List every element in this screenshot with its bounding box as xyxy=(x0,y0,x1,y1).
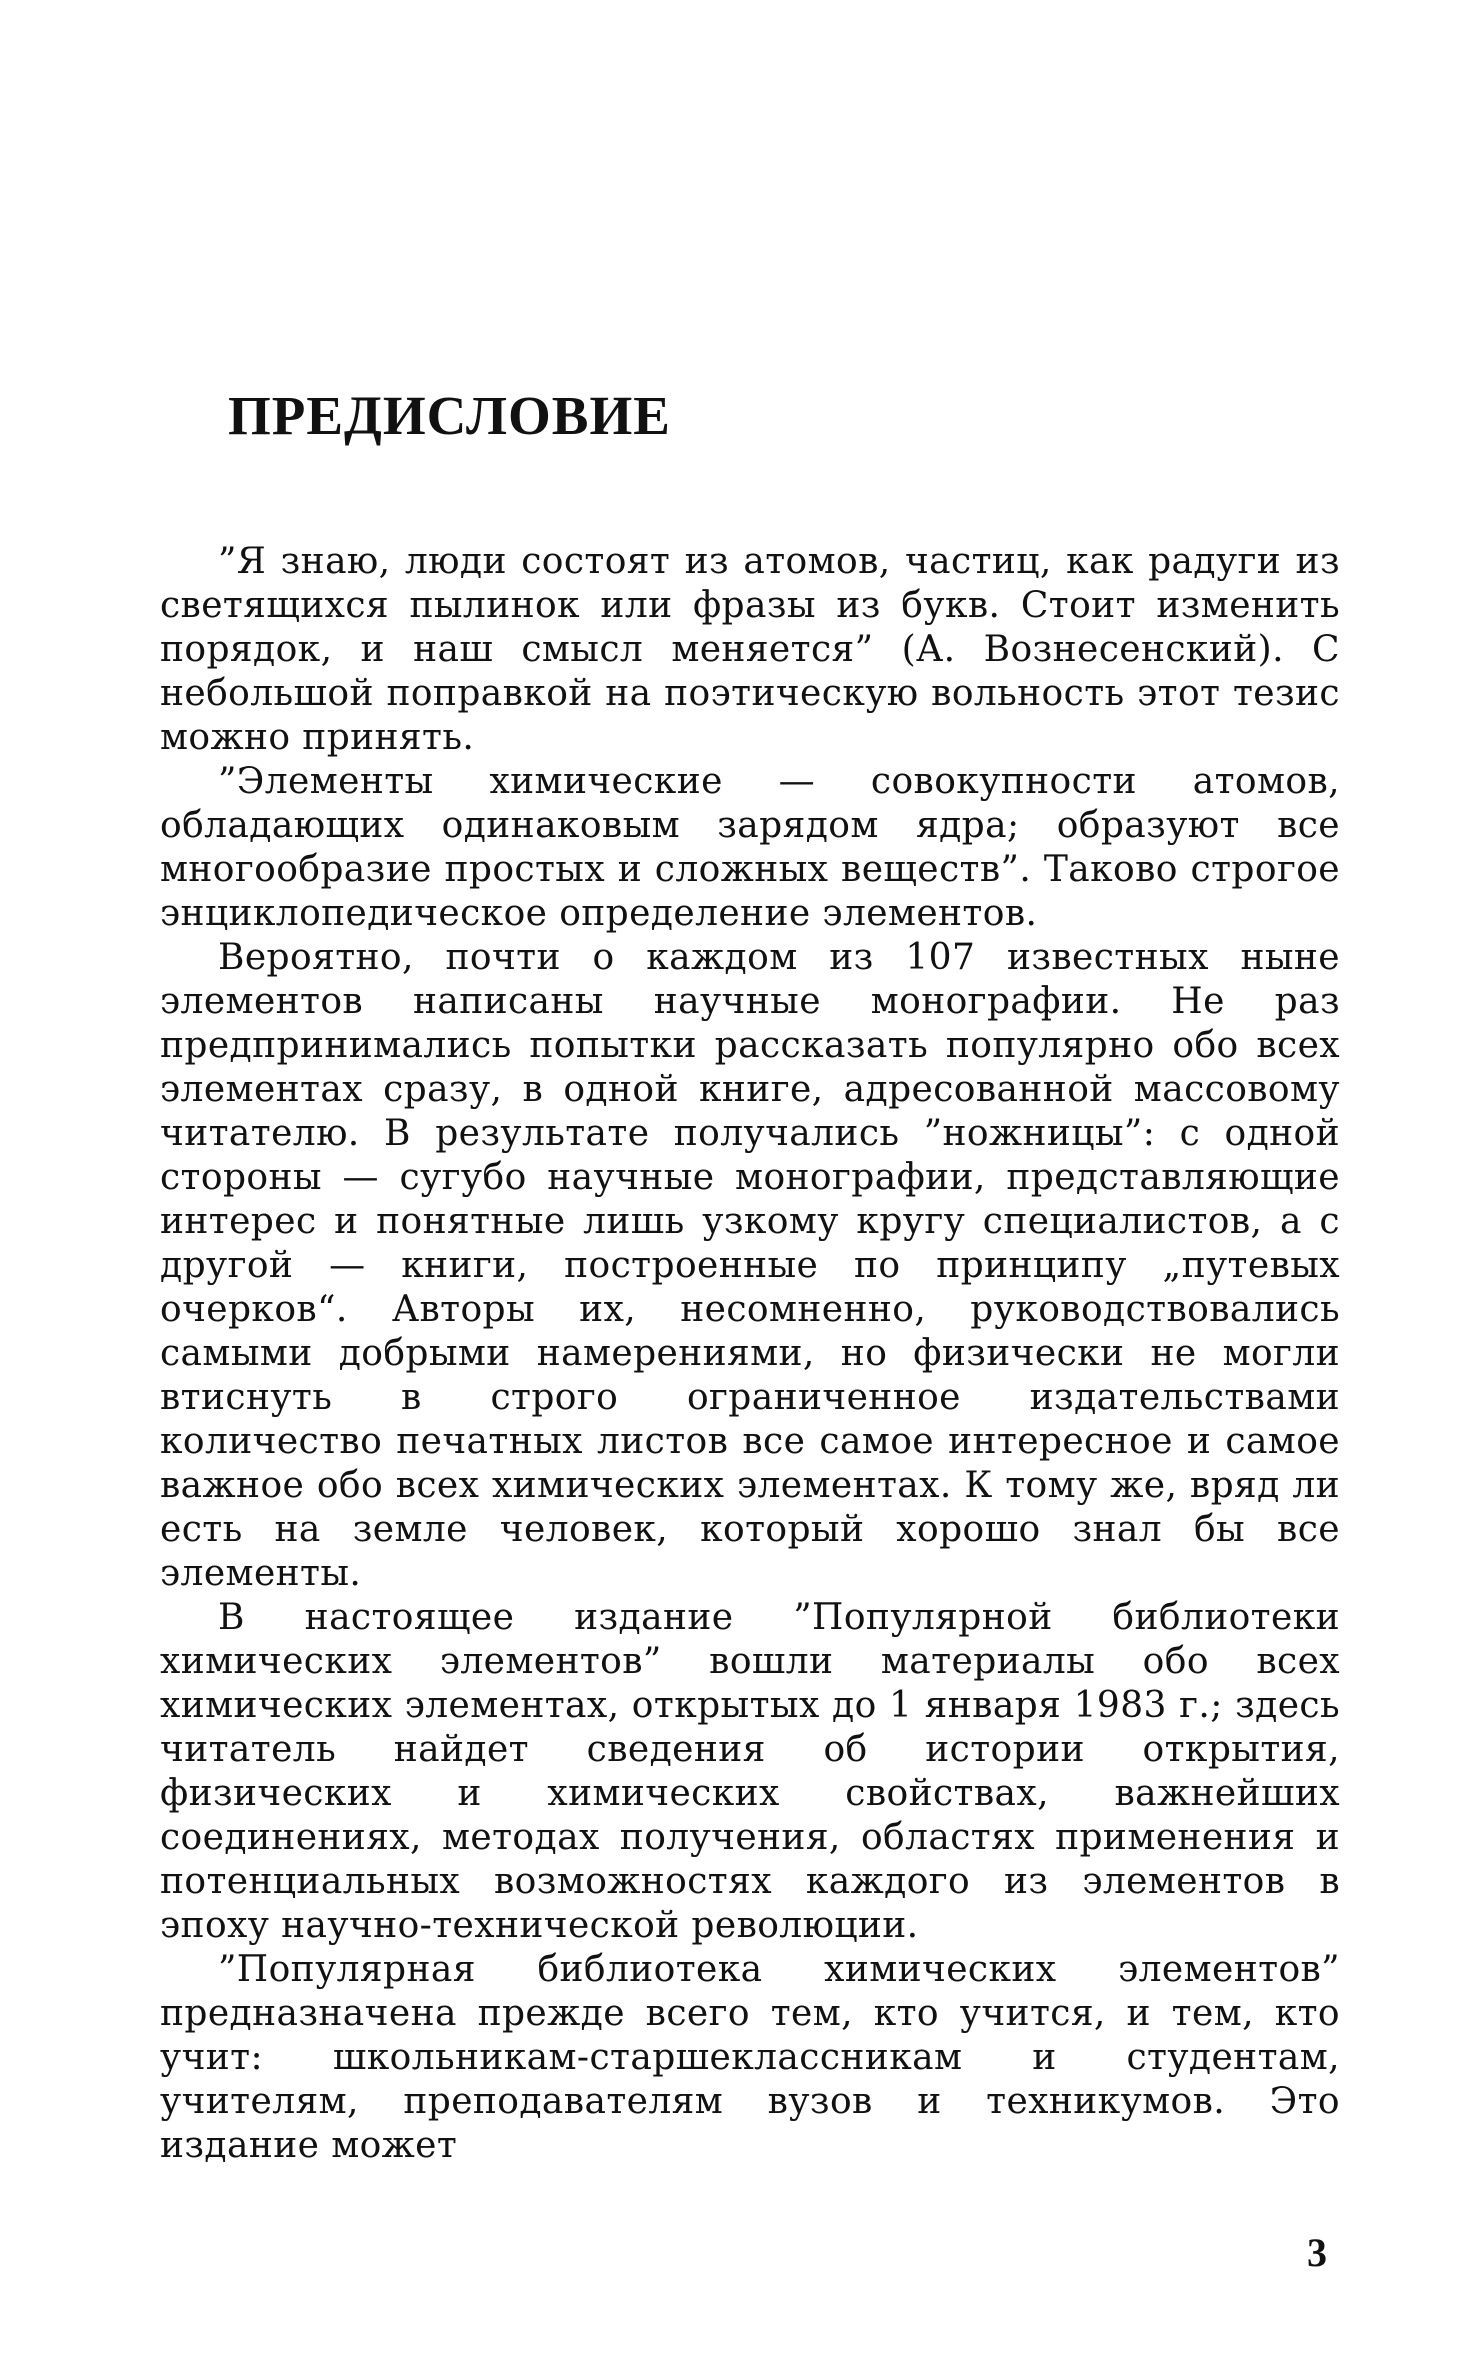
page-title: ПРЕДИСЛОВИЕ xyxy=(228,385,671,446)
paragraph-3: Вероятно, почти о каждом из 107 известных ныне элементов написаны научные монографии. Не раз предпринимались попытки рассказать популярно обо всех элементах сразу, в одной книге, адресованной массовому читателю. В результате получались ”ножницы”: с одной стороны — сугубо научные монографии, представляющие интерес и понятные лишь узкому кругу специалистов, а с другой — книги, построенные по принципу „путевых очерков“. Авторы их, несомненно, руководствовались самыми добрыми намерениями, но физически не могли втиснуть в строго ограниченное издательствами количество печатных листов все самое интересное и самое важное обо всех химических элементах. К тому же, вряд ли есть на земле человек, который хорошо знал бы все элементы. xyxy=(160,937,1340,1594)
paragraph-4: В настоящее издание ”Популярной библиотеки химических элементов” вошли материалы обо всех химических элементах, открытых до 1 января 1983 г.; здесь читатель найдет сведения об истории открытия, физических и химических свойствах, важнейших соединениях, методах получения, областях применения и потенциальных возможностях каждого из элементов в эпоху научно-технической революции. xyxy=(160,1597,1340,1946)
paragraph-5: ”Популярная библиотека химических элементов” предназначена прежде всего тем, кто учится, и тем, кто учит: школьникам-старшеклассникам и студентам, учителям, преподавателям вузов и техникумов. Это издание может xyxy=(160,1949,1340,2166)
page-number: 3 xyxy=(1307,2230,1327,2275)
paragraph-1: ”Я знаю, люди состоят из атомов, частиц, как радуги из светящихся пылинок или фразы из букв. Стоит изменить порядок, и наш смысл меняется” (А. Вознесенский). С небольшой поправкой на поэтическую вольность этот тезис можно принять. xyxy=(160,541,1340,758)
preface-body xyxy=(160,540,1340,2168)
paragraph-2: ”Элементы химические — совокупности атомов, обладающих одинаковым зарядом ядра; образуют все многообразие простых и сложных веществ”. Таково строгое энциклопедическое определение элементов. xyxy=(160,761,1340,934)
